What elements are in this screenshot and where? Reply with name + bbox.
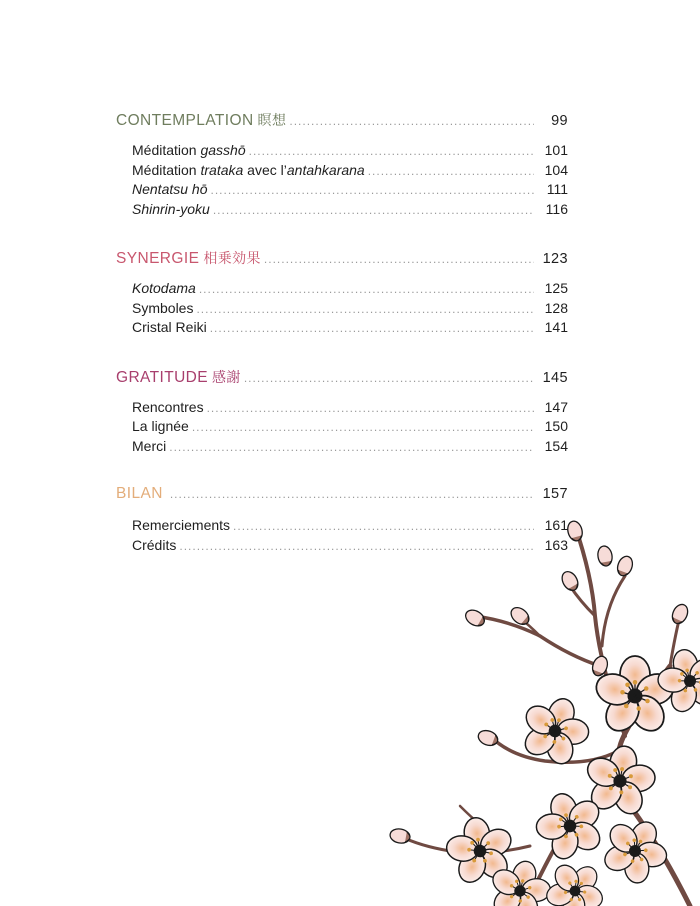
entry-title-part: Cristal Reiki	[132, 319, 207, 335]
page-number: 154	[544, 437, 568, 454]
page-number: 125	[544, 280, 568, 296]
entry-title	[132, 399, 207, 415]
page-number: 157	[542, 486, 568, 502]
toc-section-contemplation	[116, 110, 568, 220]
toc-section-synergie	[116, 248, 568, 339]
dot-leader	[289, 114, 534, 128]
dot-leader	[211, 183, 535, 197]
page-number: 111	[546, 181, 568, 197]
toc-entry[interactable]	[116, 201, 568, 221]
dot-leader	[264, 252, 534, 266]
entry-title-part: Kotodama	[132, 280, 196, 296]
section-kanji: 感謝	[212, 369, 241, 386]
section-title: SYNERGIE	[116, 250, 200, 267]
toc-entry[interactable]	[116, 418, 568, 438]
toc-entry[interactable]	[116, 300, 568, 320]
entry-title-part: gasshō	[200, 142, 246, 158]
dot-leader	[213, 203, 534, 217]
entry-title-part: avec l’	[243, 161, 287, 178]
dot-leader	[210, 321, 534, 335]
entry-title	[132, 418, 192, 434]
page-number: 116	[545, 200, 568, 217]
entry-title	[132, 162, 368, 178]
section-heading[interactable]	[116, 110, 568, 134]
toc-entry[interactable]	[116, 162, 568, 182]
entry-title	[132, 517, 233, 533]
page-number: 104	[544, 161, 568, 178]
entry-title-part: antahkarana	[286, 161, 365, 178]
entry-title-part: Rencontres	[132, 398, 204, 415]
entry-title	[132, 300, 196, 316]
section-title: CONTEMPLATION	[116, 112, 254, 129]
dot-leader	[192, 420, 534, 434]
entry-title	[132, 201, 213, 217]
entry-title-part: trataka	[200, 161, 244, 178]
entry-title-part: Shinrin-yoku	[132, 200, 210, 217]
entry-title-part: Remerciements	[132, 517, 231, 533]
page-number: 145	[542, 369, 568, 386]
toc-entry[interactable]	[116, 399, 568, 419]
entry-title-part: La lignée	[132, 418, 189, 434]
section-kanji: 瞑想	[257, 113, 287, 129]
entry-title	[132, 438, 169, 454]
cherry-blossom-illustration	[370, 506, 700, 906]
entry-title-part: Merci	[132, 437, 167, 454]
entry-title	[132, 319, 210, 335]
entry-title	[132, 142, 249, 158]
dot-leader	[249, 144, 534, 158]
page-number: 147	[544, 398, 568, 415]
page-number: 141	[544, 319, 568, 335]
toc-entry[interactable]	[116, 280, 568, 300]
dot-leader	[207, 401, 534, 415]
section-kanji: 相乗効果	[203, 251, 261, 267]
entry-title	[132, 181, 211, 197]
page-number: 123	[542, 251, 568, 267]
toc-section-gratitude	[116, 367, 568, 458]
page-number: 99	[551, 113, 568, 129]
entry-title	[132, 537, 179, 553]
dot-leader	[170, 487, 534, 501]
entry-title-part: Méditation	[132, 142, 201, 158]
dot-leader	[244, 371, 534, 385]
page-number: 101	[544, 142, 568, 158]
dot-leader	[169, 440, 534, 454]
entry-title	[132, 280, 199, 296]
section-heading[interactable]	[116, 367, 568, 391]
section-heading[interactable]	[116, 248, 568, 272]
section-title: GRATITUDE	[116, 368, 209, 386]
toc-entry[interactable]	[116, 438, 568, 458]
dot-leader	[199, 282, 534, 296]
page-number: 150	[544, 418, 568, 434]
toc-entry[interactable]	[116, 181, 568, 201]
page-number: 128	[544, 299, 568, 316]
toc-entry[interactable]	[116, 319, 568, 339]
section-title: BILAN	[116, 485, 163, 502]
entry-title-part: Symboles	[132, 299, 194, 316]
dot-leader	[196, 302, 534, 316]
toc-entry[interactable]	[116, 142, 568, 162]
page-number: 161	[544, 517, 568, 533]
entry-title-part: Crédits	[132, 536, 177, 553]
entry-title-part: Méditation	[132, 161, 201, 178]
dot-leader	[368, 164, 534, 178]
page-number: 163	[544, 536, 568, 553]
entry-title-part: Nentatsu hō	[132, 181, 208, 197]
